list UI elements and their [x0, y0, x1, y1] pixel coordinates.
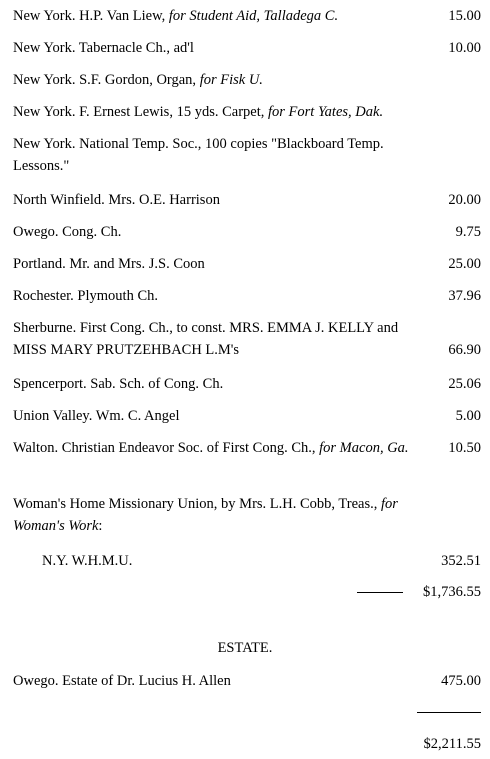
entry-designation: for Macon, Ga.: [319, 440, 409, 456]
entry-designation: for Fort Yates, Dak.: [268, 104, 384, 120]
entry-amount: 9.75: [455, 224, 481, 240]
entry-amount: 15.00: [448, 8, 481, 24]
subtotal-amount: $1,736.55: [423, 584, 481, 600]
estate-entry-amount: 475.00: [441, 673, 481, 689]
list-item: [13, 253, 481, 275]
entry-amount: 25.00: [448, 256, 481, 272]
entry-text: New York. National Temp. Soc., 100 copies "Blackboard Temp. Lessons.": [13, 136, 384, 174]
entry-text: Owego. Cong. Ch.: [13, 224, 122, 240]
list-item: [13, 405, 481, 427]
list-item: [13, 373, 481, 395]
sub-entry-text: N.Y. W.H.M.U.: [42, 553, 133, 569]
entry-text: Spencerport. Sab. Sch. of Cong. Ch.: [13, 376, 224, 392]
list-item: [13, 285, 481, 307]
entry-text: New York. Tabernacle Ch., ad'l: [13, 40, 194, 56]
estate-entry: [13, 670, 481, 692]
entry-amount: 37.96: [448, 288, 481, 304]
entry-amount: 25.06: [448, 376, 481, 392]
entry-amount: 66.90: [448, 342, 481, 358]
entry-designation: for Fisk U.: [199, 72, 263, 88]
total-rule: [417, 712, 481, 713]
list-item: [13, 493, 481, 537]
list-item: [13, 101, 481, 123]
list-item: [13, 133, 481, 177]
entry-text: New York. S.F. Gordon, Organ,: [13, 72, 200, 88]
entry-amount: 10.00: [448, 40, 481, 56]
entry-text: North Winfield. Mrs. O.E. Harrison: [13, 192, 220, 208]
entry-text: Portland. Mr. and Mrs. J.S. Coon: [13, 256, 205, 272]
entry-amount: 20.00: [448, 192, 481, 208]
list-item: [13, 317, 481, 361]
estate-entry-text: Owego. Estate of Dr. Lucius H. Allen: [13, 673, 231, 689]
entry-text: Walton. Christian Endeavor Soc. of First Cong. Ch.,: [13, 440, 320, 456]
list-item: [13, 189, 481, 211]
sub-entry-amount: 352.51: [441, 553, 481, 569]
sub-entry: [42, 550, 481, 572]
entry-amount: 10.50: [448, 440, 481, 456]
list-item: [13, 69, 481, 91]
subtotal-rule: [357, 592, 403, 593]
list-item: [13, 221, 481, 243]
entry-text: Sherburne. First Cong. Ch., to const. MRS. EMMA J. KELLY and MISS MARY PRUTZEHBACH L.M's: [13, 320, 399, 358]
entry-text: Union Valley. Wm. C. Angel: [13, 408, 180, 424]
entry-text: Woman's Home Missionary Union, by Mrs. L.H. Cobb, Treas.,: [13, 496, 381, 512]
list-item: [13, 37, 481, 59]
entry-text: New York. F. Ernest Lewis, 15 yds. Carpet,: [13, 104, 268, 120]
entry-text: Rochester. Plymouth Ch.: [13, 288, 158, 304]
list-item: [13, 437, 481, 459]
grand-total-amount: $2,211.55: [423, 736, 481, 752]
entry-designation: for Woman's Work: [13, 496, 398, 534]
entry-text-suffix: :: [98, 518, 103, 534]
list-item: [13, 5, 481, 27]
entry-text: New York. H.P. Van Liew,: [13, 8, 169, 24]
entry-amount: 5.00: [455, 408, 481, 424]
estate-heading: ESTATE.: [217, 640, 273, 656]
entry-designation: for Student Aid, Talladega C.: [168, 8, 339, 24]
